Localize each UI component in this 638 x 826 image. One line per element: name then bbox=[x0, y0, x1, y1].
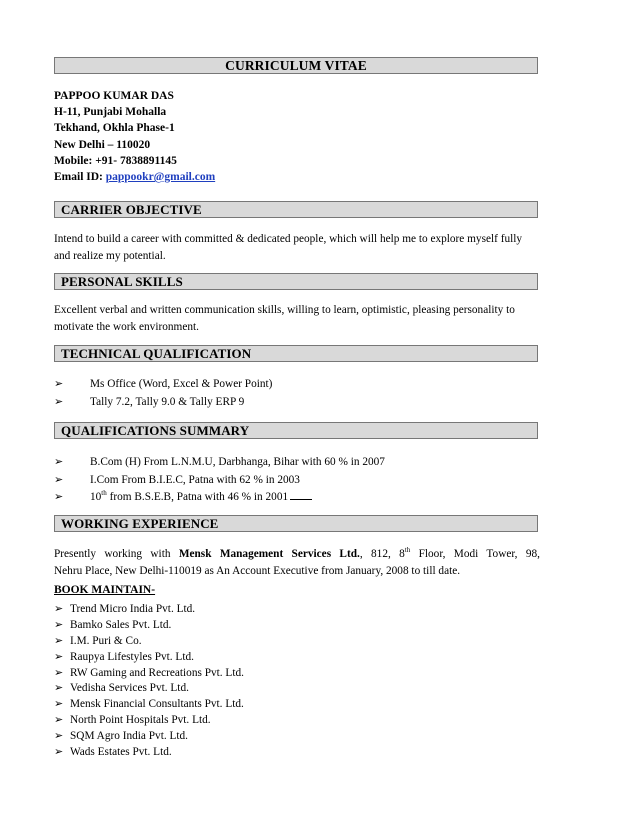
company-name: Mensk Management Services Ltd. bbox=[178, 548, 360, 560]
technical-heading: TECHNICAL QUALIFICATION bbox=[54, 345, 538, 362]
arrow-bullet-icon: ➢ bbox=[54, 746, 64, 759]
list-item-text: I.M. Puri & Co. bbox=[70, 634, 142, 647]
list-item-text: Wads Estates Pvt. Ltd. bbox=[70, 746, 172, 759]
address-line-3: New Delhi – 110020 bbox=[54, 138, 151, 151]
arrow-bullet-icon: ➢ bbox=[54, 666, 64, 679]
arrow-bullet-icon: ➢ bbox=[54, 698, 64, 711]
candidate-name: PAPPOO KUMAR DAS bbox=[54, 90, 174, 102]
list-item-text: I.Com From B.I.E.C, Patna with 62 % in 2003 bbox=[90, 473, 300, 486]
arrow-bullet-icon: ➢ bbox=[54, 603, 64, 615]
list-item-text: SQM Agro India Pvt. Ltd. bbox=[70, 730, 188, 743]
list-item-text: Raupya Lifestyles Pvt. Ltd. bbox=[70, 650, 194, 663]
address-line-2: Tekhand, Okhla Phase-1 bbox=[54, 122, 175, 135]
email-link[interactable]: pappookr@gmail.com bbox=[105, 171, 216, 184]
email-row bbox=[54, 169, 215, 185]
arrow-bullet-icon: ➢ bbox=[54, 714, 64, 727]
arrow-bullet-icon: ➢ bbox=[54, 491, 64, 503]
experience-text bbox=[54, 546, 540, 580]
arrow-bullet-icon: ➢ bbox=[54, 618, 64, 631]
list-item-text: RW Gaming and Recreations Pvt. Ltd. bbox=[70, 666, 244, 679]
blank-underline bbox=[290, 489, 312, 500]
mobile-number: Mobile: +91- 7838891145 bbox=[54, 154, 177, 167]
objective-text: Intend to build a career with committed & dedicated people, which will help me to explore myself fully and realize my potential. bbox=[54, 233, 523, 262]
address-part-2: Floor, Modi Tower, 98, bbox=[410, 548, 540, 560]
list-item-text: Vedisha Services Pvt. Ltd. bbox=[70, 682, 189, 695]
arrow-bullet-icon: ➢ bbox=[54, 682, 64, 695]
email-label: Email ID: bbox=[54, 171, 106, 184]
arrow-bullet-icon: ➢ bbox=[54, 634, 64, 647]
experience-line-1 bbox=[54, 546, 540, 563]
ordinal-suffix: th bbox=[101, 489, 107, 498]
list-item-text: North Point Hospitals Pvt. Ltd. bbox=[70, 714, 211, 727]
list-item-text: Bamko Sales Pvt. Ltd. bbox=[70, 618, 172, 631]
grade-number: 10 bbox=[90, 491, 102, 503]
list-item-text: B.Com (H) From L.N.M.U, Darbhanga, Bihar with 60 % in 2007 bbox=[90, 456, 385, 468]
skills-text: Excellent verbal and written communication skills, willing to learn, optimistic, pleasing personality to motivate the work environment. bbox=[54, 304, 515, 333]
list-item-text: Trend Micro India Pvt. Ltd. bbox=[70, 603, 196, 615]
address-line-1: H-11, Punjabi Mohalla bbox=[54, 106, 167, 119]
experience-heading: WORKING EXPERIENCE bbox=[54, 515, 538, 532]
arrow-bullet-icon: ➢ bbox=[54, 395, 64, 408]
ordinal-suffix: th bbox=[404, 546, 411, 555]
objective-heading: CARRIER OBJECTIVE bbox=[54, 201, 538, 218]
list-item-text: Mensk Financial Consultants Pvt. Ltd. bbox=[70, 698, 244, 711]
skills-heading: PERSONAL SKILLS bbox=[54, 273, 538, 290]
contact-block bbox=[54, 88, 215, 185]
list-item-text: Tally 7.2, Tally 9.0 & Tally ERP 9 bbox=[90, 395, 245, 408]
grade-details: from B.S.E.B, Patna with 46 % in 2001 bbox=[106, 491, 289, 503]
experience-intro: Presently working with bbox=[54, 548, 179, 560]
list-item-text: Ms Office (Word, Excel & Power Point) bbox=[90, 378, 273, 390]
arrow-bullet-icon: ➢ bbox=[54, 730, 64, 743]
qualifications-heading: QUALIFICATIONS SUMMARY bbox=[54, 422, 538, 439]
books-heading: BOOK MAINTAIN- bbox=[54, 584, 156, 596]
list-item-text bbox=[90, 489, 312, 507]
arrow-bullet-icon: ➢ bbox=[54, 473, 64, 486]
cv-title: CURRICULUM VITAE bbox=[54, 57, 538, 74]
arrow-bullet-icon: ➢ bbox=[54, 650, 64, 663]
address-part: , 812, 8 bbox=[359, 548, 405, 560]
experience-line-2: Nehru Place, New Delhi-110019 as An Account Executive from January, 2008 to till date. bbox=[54, 565, 461, 577]
arrow-bullet-icon: ➢ bbox=[54, 378, 64, 390]
arrow-bullet-icon: ➢ bbox=[54, 456, 64, 468]
